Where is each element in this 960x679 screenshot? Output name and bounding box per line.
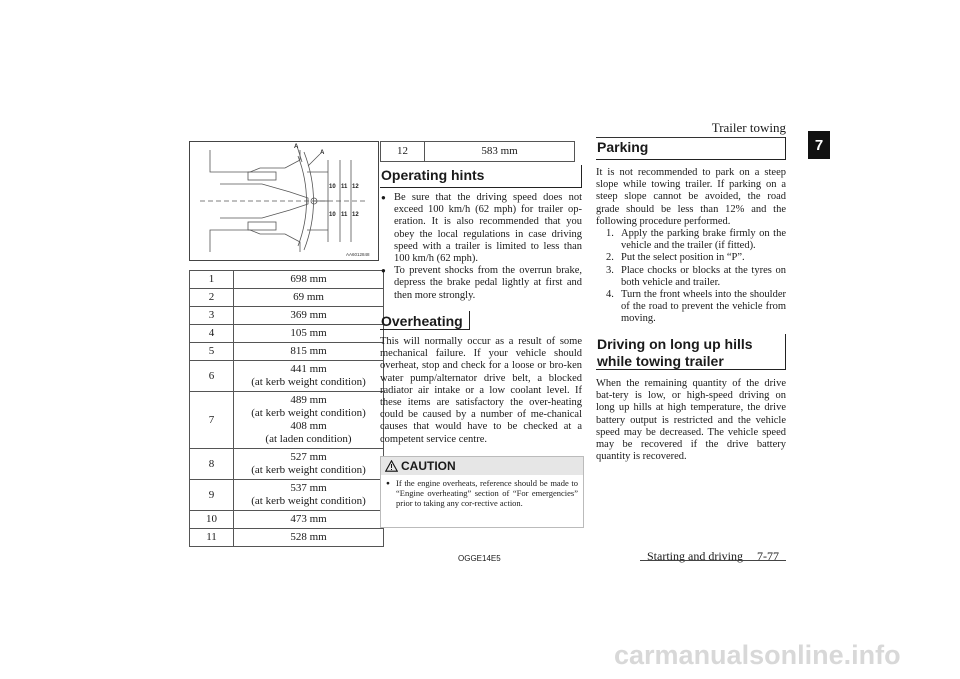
value-line: 408 mm: [290, 420, 327, 432]
operating-hints-heading: Operating hints: [380, 165, 582, 188]
figure-mark-11-lower: 11: [341, 212, 348, 218]
step-text: Put the select position in “P”.: [621, 252, 745, 264]
step-text: Apply the parking brake firmly on the vehicle and the trailer (if fitted).: [621, 228, 786, 252]
value-line: (at kerb weight condition): [251, 376, 366, 388]
figure-mark-10-upper: 10: [329, 184, 336, 190]
row-number: 7: [190, 392, 234, 449]
table-row: [190, 480, 384, 511]
page-number: 7-77: [757, 549, 779, 563]
row-number: 8: [190, 449, 234, 480]
watermark: carmanualsonline.info: [614, 640, 901, 670]
operating-hints-list: [381, 192, 582, 302]
list-item: [596, 289, 786, 326]
step-number: 4.: [606, 289, 614, 301]
row-value: [234, 325, 384, 343]
value-line: 489 mm: [290, 394, 327, 406]
figure-mark-12-upper: 12: [352, 184, 359, 190]
value-line: 105 mm: [290, 327, 327, 339]
row-number: 4: [190, 325, 234, 343]
table-row: [190, 271, 384, 289]
figure-mark-11-upper: 11: [341, 184, 348, 190]
footer-section-title: Starting and driving: [647, 549, 743, 563]
list-item: ● Be sure that the driving speed does not exceed 100 km/h (62 mph) for trailer op-eration. It is also recommended that you obey the local regulations in case driving speed with a trailer is limited to less than 100 km/h (62 mph).: [381, 192, 582, 265]
row-number: 2: [190, 289, 234, 307]
parking-heading: Parking: [596, 137, 786, 160]
figure-mark-10-lower: 10: [329, 212, 336, 218]
uphill-towing-paragraph: When the remaining quantity of the drive bat-tery is low, or high-speed driving on long up hills at high temperature, the drive battery output is restricted and the vehicle speed may be decreased. The vehicle speed may be recovered if the drive battery quantity is recovered.: [596, 378, 786, 463]
row-number: 12: [381, 142, 425, 162]
row-value: [234, 511, 384, 529]
figure-mark-12-lower: 12: [352, 212, 359, 218]
value-line: 537 mm: [290, 482, 327, 494]
figure-label-a-2: A: [320, 150, 325, 156]
overheating-heading: Overheating: [380, 311, 470, 330]
parking-intro: It is not recommended to park on a steep slope while towing trailer. If parking on a steep slope cannot be avoided, the road grade should be less than 12% and the following procedure performed.: [596, 167, 786, 227]
table-row: [190, 325, 384, 343]
value-line: 528 mm: [290, 531, 327, 543]
parking-steps: [596, 228, 786, 326]
row-number: 6: [190, 361, 234, 392]
caution-text: ● If the engine overheats, reference should be made to “Engine overheating” section of “For emergencies” prior to taking any cor-rective action.: [386, 478, 578, 508]
figure-code: AA6012848: [346, 252, 370, 257]
value-line: 815 mm: [290, 345, 327, 357]
row-number: 11: [190, 529, 234, 547]
row-value: [234, 449, 384, 480]
value-line: 527 mm: [290, 451, 327, 463]
step-text: Place chocks or blocks at the tyres on both vehicle and trailer.: [621, 264, 786, 288]
value-line: 473 mm: [290, 513, 327, 525]
row-value: 583 mm: [425, 142, 575, 162]
table-row: [381, 142, 575, 162]
value-line: (at laden condition): [265, 433, 352, 445]
row-number: 9: [190, 480, 234, 511]
row-number: 3: [190, 307, 234, 325]
table-row: [190, 289, 384, 307]
tow-bar-drawing: [190, 142, 378, 260]
running-header-title: Trailer towing: [711, 120, 786, 135]
step-number: 2.: [606, 252, 614, 264]
figure-label-a-1: A: [294, 144, 299, 150]
list-item: ● To prevent shocks from the overrun brake, depress the brake pedal lightly at first and then more strongly.: [381, 265, 582, 302]
row-value: [234, 343, 384, 361]
tow-bar-diagram: [189, 141, 379, 261]
table-row: [190, 511, 384, 529]
list-item: [596, 265, 786, 289]
table-row: [190, 529, 384, 547]
caution-box: [380, 456, 584, 528]
value-line: (at kerb weight condition): [251, 495, 366, 507]
uphill-towing-heading: Driving on long up hills while towing trailer: [596, 334, 786, 370]
table-row: [190, 361, 384, 392]
caution-label: CAUTION: [401, 459, 456, 473]
value-line: (at kerb weight condition): [251, 464, 366, 476]
value-line: 698 mm: [290, 273, 327, 285]
table-row: [190, 392, 384, 449]
row-value: [234, 271, 384, 289]
table-row: [190, 307, 384, 325]
value-line: 441 mm: [290, 363, 327, 375]
row-number: 5: [190, 343, 234, 361]
overheating-paragraph: This will normally occur as a result of some mechanical failure. If your vehicle should overheat, stop and check for a loose or bro-ken water pump/alternator drive belt, a blocked radiator air intake or a low coolant level. If these items are satisfactory the over-heating could be caused by a number of me-chanical causes that would have to be checked at a competent service centre.: [380, 336, 582, 445]
row-number: 1: [190, 271, 234, 289]
value-line: 69 mm: [293, 291, 324, 303]
warning-triangle-icon: [385, 460, 398, 472]
step-number: 1.: [606, 228, 614, 239]
list-item: [596, 252, 786, 264]
row-value: [234, 361, 384, 392]
dimension-table-left: [189, 270, 384, 547]
row-value: [234, 307, 384, 325]
step-number: 3.: [606, 264, 614, 276]
row-value: [234, 289, 384, 307]
chapter-tab: 7: [808, 131, 830, 159]
table-row: [190, 449, 384, 480]
row-value: [234, 480, 384, 511]
footer-rule: [640, 560, 786, 561]
row-number: 10: [190, 511, 234, 529]
value-line: (at kerb weight condition): [251, 407, 366, 419]
table-row: [190, 343, 384, 361]
value-line: 369 mm: [290, 309, 327, 321]
step-text: Turn the front wheels into the shoulder of the road to prevent the vehicle from moving.: [621, 289, 786, 325]
dimension-table-right: [380, 141, 575, 162]
caution-header: [381, 457, 583, 475]
row-value: [234, 529, 384, 547]
document-code: OGGE14E5: [458, 554, 501, 563]
list-item: [596, 228, 786, 252]
row-value: [234, 392, 384, 449]
